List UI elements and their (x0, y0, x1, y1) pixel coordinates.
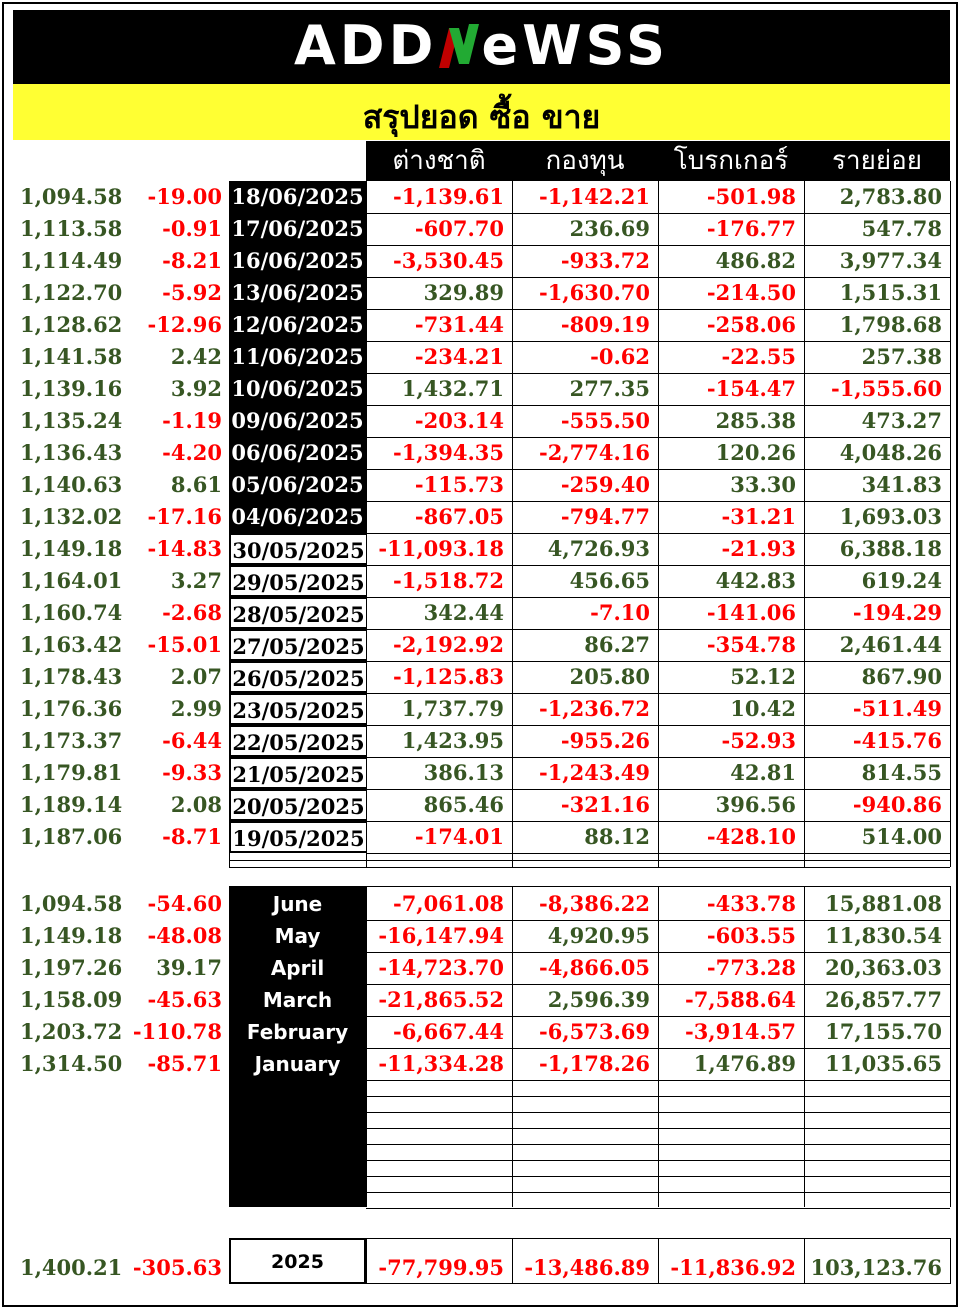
daily-col-divider (658, 181, 659, 867)
set-change-cell: -8.71 (162, 824, 222, 849)
foreign-value-cell: -2,192.92 (392, 632, 504, 657)
broker-value-cell: -214.50 (706, 280, 796, 305)
fund-value-cell: -933.72 (560, 248, 650, 273)
monthly-col-divider (804, 886, 805, 1207)
header-broker: โบรกเกอร์ (673, 146, 789, 176)
fund-value-cell: -259.40 (560, 472, 650, 497)
foreign-value-cell: 342.44 (423, 600, 504, 625)
retail-value-cell: 26,857.77 (825, 987, 942, 1012)
monthly-empty-row-divider (366, 1208, 950, 1209)
set-change-cell: -305.63 (132, 1255, 222, 1280)
set-index-cell: 1,135.24 (20, 408, 123, 433)
retail-value-cell: -194.29 (852, 600, 942, 625)
retail-value-cell: 2,461.44 (839, 632, 942, 657)
set-index-cell: 1,189.14 (20, 792, 123, 817)
set-index-cell: 1,164.01 (20, 568, 123, 593)
foreign-value-cell: 1,432.71 (401, 376, 504, 401)
set-change-cell: -54.60 (147, 891, 222, 916)
brand-banner (13, 10, 950, 84)
foreign-value-cell: -21,865.52 (378, 987, 504, 1012)
year-label: 2025 (229, 1238, 366, 1284)
set-change-cell: 39.17 (156, 955, 222, 980)
daily-row-divider (366, 860, 950, 861)
fund-value-cell: -7.10 (590, 600, 650, 625)
retail-value-cell: 2,783.80 (839, 184, 942, 209)
fund-value-cell: -555.50 (560, 408, 650, 433)
fund-value-cell: -8,386.22 (538, 891, 650, 916)
yearly-col-divider (950, 1238, 951, 1284)
date-cell: 30/05/2025 (229, 533, 366, 565)
foreign-value-cell: -1,394.35 (392, 440, 504, 465)
foreign-value-cell: 386.13 (423, 760, 504, 785)
date-col-bottom (229, 867, 366, 868)
set-index-cell: 1,114.49 (20, 248, 123, 273)
foreign-value-cell: -1,125.83 (392, 664, 504, 689)
monthly-col-divider (366, 886, 367, 1207)
broker-value-cell: -52.93 (721, 728, 796, 753)
retail-value-cell: 547.78 (861, 216, 942, 241)
retail-value-cell: 619.24 (861, 568, 942, 593)
set-index-cell: 1,187.06 (20, 824, 123, 849)
retail-value-cell: 1,798.68 (839, 312, 942, 337)
set-index-cell: 1,178.43 (20, 664, 123, 689)
date-cell: 23/05/2025 (229, 693, 366, 725)
set-change-cell: 8.61 (170, 472, 222, 497)
monthly-col-divider (512, 886, 513, 1207)
foreign-value-cell: -607.70 (414, 216, 504, 241)
monthly-col-divider (658, 886, 659, 1207)
date-cell: 20/05/2025 (229, 789, 366, 821)
brand-logo: ADD eWSS (294, 14, 669, 77)
set-change-cell: -12.96 (147, 312, 222, 337)
set-change-cell: 3.92 (170, 376, 222, 401)
set-index-cell: 1,400.21 (20, 1255, 123, 1280)
set-index-cell: 1,122.70 (20, 280, 123, 305)
broker-value-cell: -31.21 (721, 504, 796, 529)
date-cell: 13/06/2025 (229, 277, 366, 309)
date-cell: 29/05/2025 (229, 565, 366, 597)
yearly-col-divider (804, 1238, 805, 1284)
retail-value-cell: -1,555.60 (830, 376, 942, 401)
set-change-cell: 3.27 (170, 568, 222, 593)
header-fund: กองทุน (545, 146, 625, 176)
retail-value-cell: 11,035.65 (825, 1051, 942, 1076)
foreign-value-cell: 329.89 (423, 280, 504, 305)
broker-value-cell: 120.26 (715, 440, 796, 465)
set-index-cell: 1,113.58 (20, 216, 123, 241)
set-index-cell: 1,149.18 (20, 923, 123, 948)
retail-value-cell: -940.86 (852, 792, 942, 817)
yearly-col-divider (512, 1238, 513, 1284)
set-change-cell: -6.44 (162, 728, 222, 753)
monthly-col-divider (950, 886, 951, 1207)
date-cell: 18/06/2025 (229, 181, 366, 213)
summary-title: สรุปยอด ซื้อ ขาย (362, 98, 601, 136)
set-index-cell: 1,203.72 (20, 1019, 123, 1044)
set-change-cell: -17.16 (147, 504, 222, 529)
set-index-cell: 1,176.36 (20, 696, 123, 721)
month-label: June (272, 892, 323, 916)
set-index-cell: 1,136.43 (20, 440, 123, 465)
foreign-value-cell: 1,737.79 (401, 696, 504, 721)
set-change-cell: -1.19 (162, 408, 222, 433)
set-index-cell: 1,132.02 (20, 504, 123, 529)
fund-value-cell: 456.65 (569, 568, 650, 593)
fund-value-cell: -4,866.05 (538, 955, 650, 980)
foreign-value-cell: -14,723.70 (378, 955, 504, 980)
set-change-cell: -5.92 (162, 280, 222, 305)
broker-value-cell: -603.55 (706, 923, 796, 948)
set-index-cell: 1,314.50 (20, 1051, 123, 1076)
broker-value-cell: -154.47 (706, 376, 796, 401)
date-cell: 06/06/2025 (229, 437, 366, 469)
foreign-value-cell: -16,147.94 (378, 923, 504, 948)
set-change-cell: -15.01 (147, 632, 222, 657)
retail-value-cell: 341.83 (861, 472, 942, 497)
retail-value-cell: -511.49 (852, 696, 942, 721)
month-label: January (254, 1052, 341, 1076)
foreign-total-cell: -77,799.95 (378, 1255, 504, 1280)
foreign-value-cell: -115.73 (414, 472, 504, 497)
date-col-bottom (229, 860, 366, 861)
fund-value-cell: 236.69 (569, 216, 650, 241)
fund-value-cell: -1,142.21 (538, 184, 650, 209)
fund-value-cell: 86.27 (584, 632, 650, 657)
set-change-cell: -110.78 (132, 1019, 222, 1044)
date-cell: 12/06/2025 (229, 309, 366, 341)
broker-value-cell: 442.83 (715, 568, 796, 593)
retail-value-cell: 20,363.03 (825, 955, 942, 980)
set-index-cell: 1,139.16 (20, 376, 123, 401)
fund-value-cell: 88.12 (584, 824, 650, 849)
foreign-value-cell: 865.46 (423, 792, 504, 817)
daily-row-divider (366, 867, 950, 868)
yearly-col-divider (366, 1238, 367, 1284)
set-change-cell: 2.08 (170, 792, 222, 817)
foreign-value-cell: -6,667.44 (392, 1019, 504, 1044)
broker-value-cell: -354.78 (706, 632, 796, 657)
retail-value-cell: 867.90 (861, 664, 942, 689)
broker-value-cell: -428.10 (706, 824, 796, 849)
fund-total-cell: -13,486.89 (524, 1255, 650, 1280)
fund-value-cell: 205.80 (569, 664, 650, 689)
month-label: April (270, 956, 325, 980)
broker-value-cell: -501.98 (706, 184, 796, 209)
daily-col-divider (366, 181, 367, 867)
set-index-cell: 1,094.58 (20, 891, 123, 916)
set-index-cell: 1,094.58 (20, 184, 123, 209)
set-index-cell: 1,173.37 (20, 728, 123, 753)
broker-value-cell: -22.55 (721, 344, 796, 369)
fund-value-cell: 4,726.93 (547, 536, 650, 561)
date-cell: 17/06/2025 (229, 213, 366, 245)
foreign-value-cell: 1,423.95 (401, 728, 504, 753)
set-index-cell: 1,179.81 (20, 760, 123, 785)
summary-title-bar (13, 84, 950, 140)
set-change-cell: -85.71 (147, 1051, 222, 1076)
logo-n-mark (437, 14, 481, 77)
date-cell: 21/05/2025 (229, 757, 366, 789)
set-change-cell: -2.68 (162, 600, 222, 625)
daily-col-divider (512, 181, 513, 867)
broker-value-cell: 52.12 (730, 664, 796, 689)
foreign-value-cell: -11,093.18 (378, 536, 504, 561)
date-cell: 22/05/2025 (229, 725, 366, 757)
foreign-value-cell: -3,530.45 (392, 248, 504, 273)
set-change-cell: -4.20 (162, 440, 222, 465)
set-change-cell: -14.83 (147, 536, 222, 561)
date-cell: 28/05/2025 (229, 597, 366, 629)
retail-value-cell: 11,830.54 (825, 923, 942, 948)
date-cell: 27/05/2025 (229, 629, 366, 661)
broker-value-cell: 42.81 (730, 760, 796, 785)
fund-value-cell: -2,774.16 (538, 440, 650, 465)
retail-value-cell: -415.76 (852, 728, 942, 753)
fund-value-cell: -809.19 (560, 312, 650, 337)
set-change-cell: 2.99 (170, 696, 222, 721)
set-index-cell: 1,128.62 (20, 312, 123, 337)
set-change-cell: -48.08 (147, 923, 222, 948)
retail-value-cell: 6,388.18 (839, 536, 942, 561)
broker-value-cell: -21.93 (721, 536, 796, 561)
date-cell: 09/06/2025 (229, 405, 366, 437)
foreign-value-cell: -1,518.72 (392, 568, 504, 593)
fund-value-cell: 277.35 (569, 376, 650, 401)
retail-value-cell: 473.27 (861, 408, 942, 433)
foreign-value-cell: -11,334.28 (378, 1051, 504, 1076)
header-retail: รายย่อย (832, 146, 922, 176)
date-cell: 16/06/2025 (229, 245, 366, 277)
foreign-value-cell: -174.01 (414, 824, 504, 849)
month-label: May (274, 924, 321, 948)
retail-value-cell: 257.38 (861, 344, 942, 369)
date-cell: 05/06/2025 (229, 469, 366, 501)
broker-value-cell: 486.82 (715, 248, 796, 273)
yearly-col-divider (658, 1238, 659, 1284)
fund-value-cell: -955.26 (560, 728, 650, 753)
broker-value-cell: 10.42 (730, 696, 796, 721)
month-label: February (246, 1020, 349, 1044)
foreign-value-cell: -867.05 (414, 504, 504, 529)
broker-value-cell: 285.38 (715, 408, 796, 433)
set-index-cell: 1,160.74 (20, 600, 123, 625)
fund-value-cell: 4,920.95 (547, 923, 650, 948)
date-cell: 26/05/2025 (229, 661, 366, 693)
fund-value-cell: 2,596.39 (547, 987, 650, 1012)
retail-value-cell: 4,048.26 (839, 440, 942, 465)
broker-value-cell: -7,588.64 (684, 987, 796, 1012)
fund-value-cell: -0.62 (590, 344, 650, 369)
foreign-value-cell: -731.44 (414, 312, 504, 337)
set-change-cell: 2.42 (170, 344, 222, 369)
retail-total-cell: 103,123.76 (810, 1255, 942, 1280)
broker-value-cell: 33.30 (730, 472, 796, 497)
fund-value-cell: -794.77 (560, 504, 650, 529)
broker-value-cell: -258.06 (706, 312, 796, 337)
set-change-cell: -9.33 (162, 760, 222, 785)
set-index-cell: 1,149.18 (20, 536, 123, 561)
set-index-cell: 1,158.09 (20, 987, 123, 1012)
foreign-value-cell: -234.21 (414, 344, 504, 369)
retail-value-cell: 17,155.70 (825, 1019, 942, 1044)
retail-value-cell: 814.55 (861, 760, 942, 785)
retail-value-cell: 15,881.08 (825, 891, 942, 916)
fund-value-cell: -1,178.26 (538, 1051, 650, 1076)
date-cell: 10/06/2025 (229, 373, 366, 405)
set-change-cell: -0.91 (162, 216, 222, 241)
set-change-cell: 2.07 (170, 664, 222, 689)
broker-total-cell: -11,836.92 (670, 1255, 796, 1280)
date-cell: 04/06/2025 (229, 501, 366, 533)
fund-value-cell: -1,630.70 (538, 280, 650, 305)
broker-value-cell: -433.78 (706, 891, 796, 916)
retail-value-cell: 1,515.31 (839, 280, 942, 305)
retail-value-cell: 514.00 (861, 824, 942, 849)
fund-value-cell: -1,236.72 (538, 696, 650, 721)
header-foreign: ต่างชาติ (392, 146, 486, 176)
daily-col-divider (804, 181, 805, 867)
fund-value-cell: -1,243.49 (538, 760, 650, 785)
retail-value-cell: 1,693.03 (839, 504, 942, 529)
set-index-cell: 1,163.42 (20, 632, 123, 657)
set-index-cell: 1,140.63 (20, 472, 123, 497)
retail-value-cell: 3,977.34 (839, 248, 942, 273)
set-change-cell: -8.21 (162, 248, 222, 273)
fund-value-cell: -321.16 (560, 792, 650, 817)
broker-value-cell: 1,476.89 (693, 1051, 796, 1076)
broker-value-cell: -176.77 (706, 216, 796, 241)
set-change-cell: -19.00 (147, 184, 222, 209)
fund-value-cell: -6,573.69 (538, 1019, 650, 1044)
set-change-cell: -45.63 (147, 987, 222, 1012)
broker-value-cell: -3,914.57 (684, 1019, 796, 1044)
foreign-value-cell: -1,139.61 (392, 184, 504, 209)
daily-col-divider (950, 181, 951, 867)
set-index-cell: 1,141.58 (20, 344, 123, 369)
date-cell: 19/05/2025 (229, 821, 366, 853)
month-label: March (262, 988, 333, 1012)
foreign-value-cell: -203.14 (414, 408, 504, 433)
date-cell: 11/06/2025 (229, 341, 366, 373)
date-col-left-border (229, 533, 230, 867)
foreign-value-cell: -7,061.08 (392, 891, 504, 916)
broker-value-cell: -141.06 (706, 600, 796, 625)
set-index-cell: 1,197.26 (20, 955, 123, 980)
broker-value-cell: -773.28 (706, 955, 796, 980)
broker-value-cell: 396.56 (715, 792, 796, 817)
